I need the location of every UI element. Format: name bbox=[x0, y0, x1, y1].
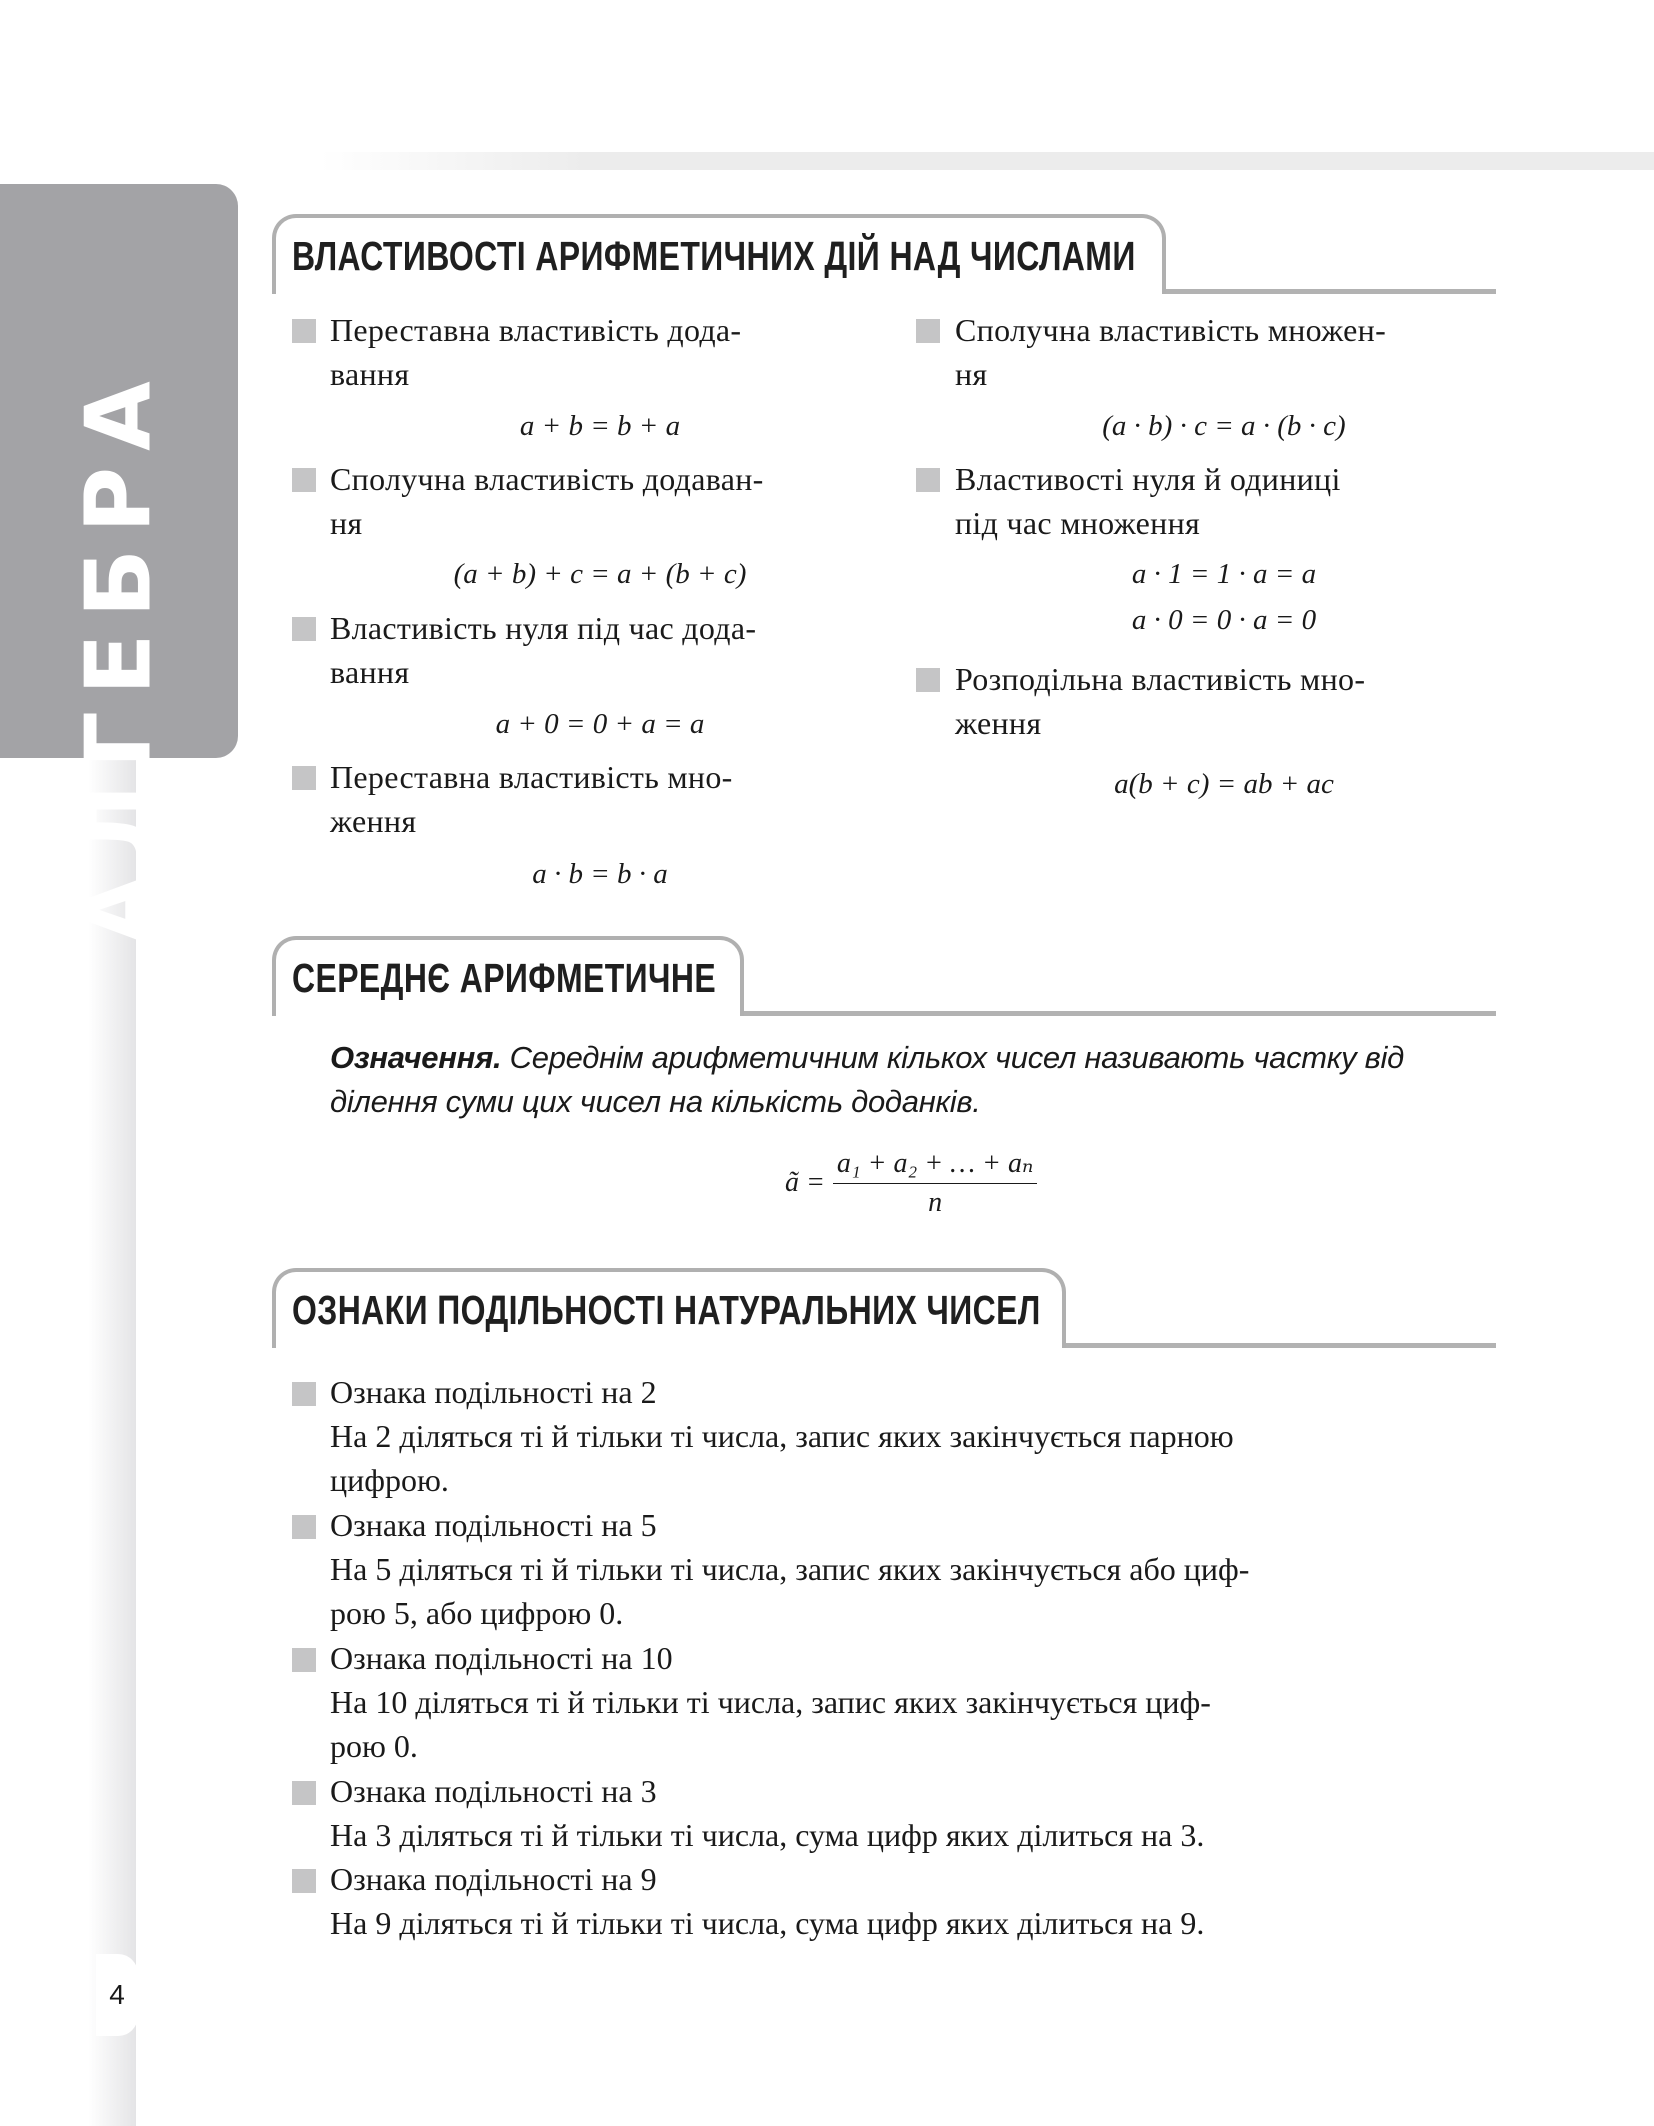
chapter-tab-label: АЛГЕБРА bbox=[66, 365, 172, 945]
rule-text: На 2 діляться ті й тільки ті числа, запис яких закінчується парною bbox=[330, 1418, 1234, 1454]
average-fraction bbox=[833, 1146, 1037, 1219]
rule-text: рою 0. bbox=[330, 1728, 418, 1764]
bullet-icon bbox=[292, 1781, 316, 1805]
divisibility-rule bbox=[330, 1636, 1500, 1768]
divisibility-rule bbox=[330, 1503, 1500, 1635]
property-label: Переставна властивість мно- ження bbox=[330, 759, 733, 839]
average-definition bbox=[330, 1036, 1500, 1124]
property-label: Сполучна властивість множен- ня bbox=[955, 312, 1387, 392]
property-formula: a + 0 = 0 + a = a bbox=[495, 708, 705, 740]
property-label: Сполучна властивість додаван- ня bbox=[330, 461, 764, 541]
property-formula: (a · b) · c = a · (b · c) bbox=[1102, 410, 1346, 442]
property-formula: a · b = b · a bbox=[532, 858, 668, 890]
top-decor-band bbox=[320, 152, 1654, 170]
rule-title: Ознака подільності на 9 bbox=[330, 1861, 657, 1897]
bullet-icon bbox=[292, 319, 316, 343]
divisibility-rule bbox=[330, 1769, 1500, 1857]
divisibility-rule bbox=[330, 1857, 1500, 1945]
section-title-tab bbox=[272, 1268, 1066, 1348]
chapter-tab bbox=[0, 184, 238, 945]
bullet-icon bbox=[292, 1869, 316, 1893]
section-title: ОЗНАКИ ПОДІЛЬНОСТІ НАТУРАЛЬНИХ ЧИСЕЛ bbox=[292, 1286, 1041, 1333]
rule-text: рою 5, або цифрою 0. bbox=[330, 1595, 624, 1631]
rule-text: На 9 діляться ті й тільки ті числа, сума цифр яких ділиться на 9. bbox=[330, 1905, 1205, 1941]
property-label: Властивості нуля й одиниці під час множення bbox=[955, 461, 1341, 541]
bullet-icon bbox=[292, 1648, 316, 1672]
property-label: Розподільна властивість мно- ження bbox=[955, 661, 1366, 741]
bullet-icon bbox=[916, 319, 940, 343]
rule-text: На 10 діляться ті й тільки ті числа, запис яких закінчується циф- bbox=[330, 1684, 1211, 1720]
bullet-icon bbox=[292, 468, 316, 492]
property-formula: a · 1 = 1 · a = a bbox=[1131, 558, 1317, 590]
rule-text: цифрою. bbox=[330, 1462, 449, 1498]
section-header-divisibility bbox=[272, 1264, 1496, 1348]
bullet-icon bbox=[292, 1382, 316, 1406]
average-formula bbox=[785, 1146, 1037, 1219]
rule-text: На 3 діляться ті й тільки ті числа, сума цифр яких ділиться на 3. bbox=[330, 1817, 1205, 1853]
page-number: 4 bbox=[96, 1954, 138, 2036]
bullet-icon bbox=[292, 766, 316, 790]
section-header-properties bbox=[272, 210, 1496, 294]
definition-term: Означення. bbox=[330, 1040, 502, 1075]
property-formula: a(b + c) = ab + ac bbox=[1114, 768, 1334, 800]
bullet-icon bbox=[292, 1515, 316, 1539]
bullet-icon bbox=[916, 668, 940, 692]
section-title: СЕРЕДНЄ АРИФМЕТИЧНЕ bbox=[292, 954, 717, 1001]
rule-text: На 5 діляться ті й тільки ті числа, запис яких закінчується або циф- bbox=[330, 1551, 1250, 1587]
property-formula: a + b = b + a bbox=[519, 410, 681, 442]
rule-title: Ознака подільності на 2 bbox=[330, 1374, 657, 1410]
bullet-icon bbox=[292, 617, 316, 641]
section-header-average bbox=[272, 932, 1496, 1016]
fraction-numerator: a₁ + a₂ + … + aₙ bbox=[833, 1146, 1037, 1184]
section-title: ВЛАСТИВОСТІ АРИФМЕТИЧНИХ ДІЙ НАД ЧИСЛАМИ bbox=[292, 232, 1136, 279]
property-formula: a · 0 = 0 · a = 0 bbox=[1131, 604, 1317, 636]
bullet-icon bbox=[916, 468, 940, 492]
left-decor-band bbox=[0, 760, 136, 2126]
section-title-tab bbox=[272, 214, 1166, 294]
rule-title: Ознака подільності на 5 bbox=[330, 1507, 657, 1543]
rule-title: Ознака подільності на 3 bbox=[330, 1773, 657, 1809]
rule-title: Ознака подільності на 10 bbox=[330, 1640, 673, 1676]
section-title-tab bbox=[272, 936, 744, 1016]
property-label: Переставна властивість дода- вання bbox=[330, 312, 742, 392]
average-formula-lhs: ã = bbox=[785, 1166, 825, 1198]
divisibility-rule bbox=[330, 1370, 1500, 1502]
fraction-denominator: n bbox=[928, 1187, 943, 1218]
definition-text: Середнім арифметичним кількох чисел називають частку від ділення суми цих чисел на кількість доданків. bbox=[330, 1040, 1404, 1119]
property-label: Властивість нуля під час дода- вання bbox=[330, 610, 757, 690]
property-formula: (a + b) + c = a + (b + c) bbox=[453, 558, 747, 590]
